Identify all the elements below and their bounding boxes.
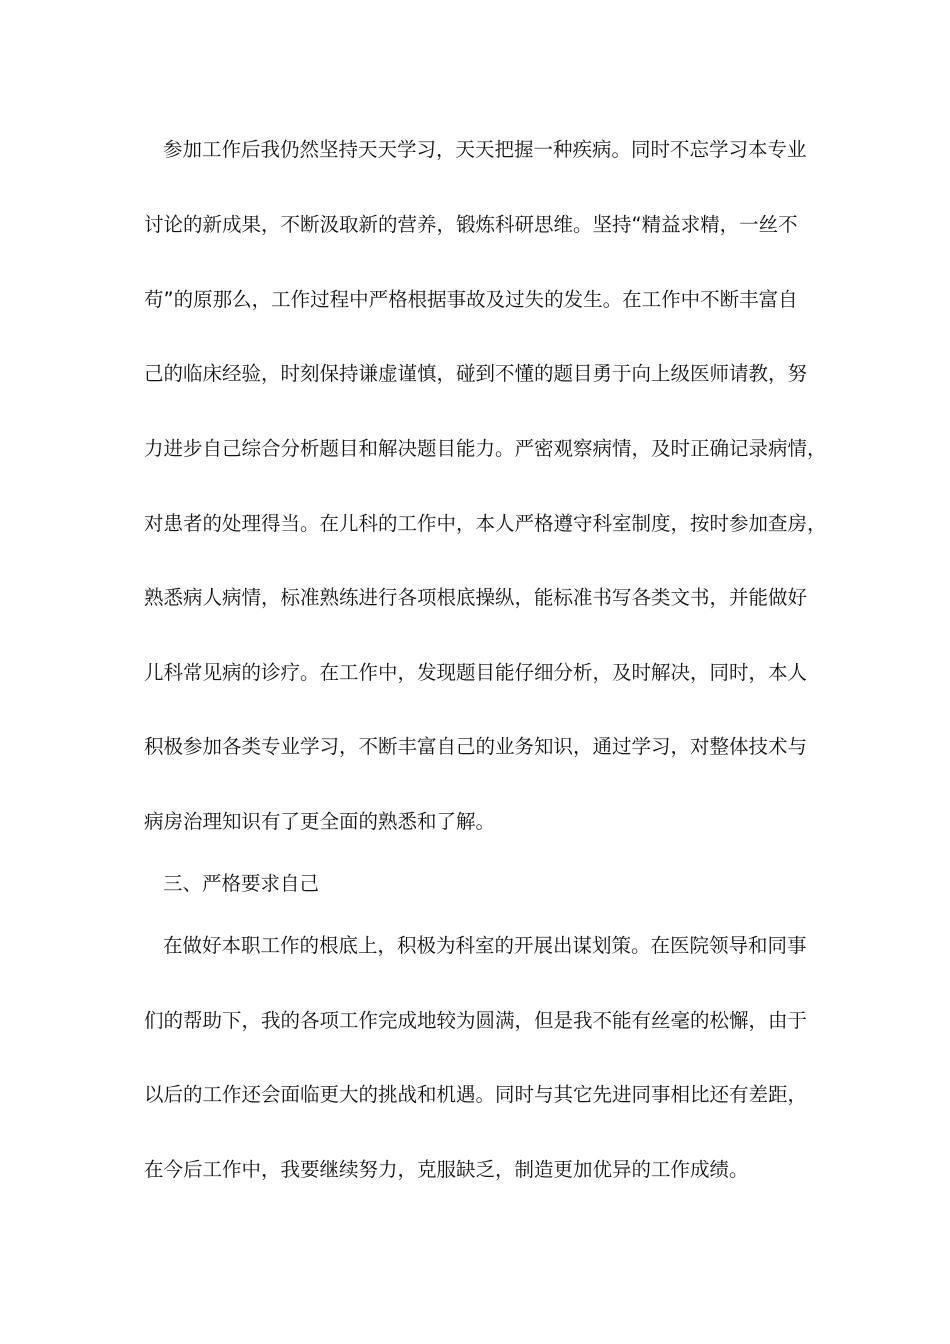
paragraph-line: 在做好本职工作的根底上，积极为科室的开展出谋划策。在医院领导和同事 <box>163 934 807 957</box>
paragraph-line: 苟”的原那么，工作过程中严格根据事故及过失的发生。在工作中不断丰富自 <box>144 288 798 311</box>
paragraph-line: 讨论的新成果，不断汲取新的营养，锻炼科研思维。坚持“精益求精，一丝不 <box>144 213 798 236</box>
paragraph-line: 们的帮助下，我的各项工作完成地较为圆满，但是我不能有丝毫的松懈，由于 <box>144 1009 808 1032</box>
paragraph-line: 对患者的处理得当。在儿科的工作中，本人严格遵守科室制度，按时参加查房， <box>144 512 827 535</box>
paragraph-line: 力进步自己综合分析题目和解决题目能力。严密观察病情，及时正确记录病情， <box>144 437 827 460</box>
paragraph-line: 以后的工作还会面临更大的挑战和机遇。同时与其它先进同事相比还有差距， <box>144 1083 808 1106</box>
paragraph-line: 病房治理知识有了更全面的熟悉和了解。 <box>144 810 496 833</box>
paragraph-line: 己的临床经验，时刻保持谦虚谨慎，碰到不懂的题目勇于向上级医师请教，努 <box>144 362 808 385</box>
paragraph-line: 熟悉病人病情，标准熟练进行各项根底操纵，能标准书写各类文书，并能做好 <box>144 586 808 609</box>
paragraph-line: 积极参加各类专业学习，不断丰富自己的业务知识，通过学习，对整体技术与 <box>144 735 808 758</box>
paragraph-line: 在今后工作中，我要继续努力，克服缺乏，制造更加优异的工作成绩。 <box>144 1158 749 1181</box>
paragraph-line: 儿科常见病的诊疗。在工作中，发现题目能仔细分析，及时解决，同时，本人 <box>144 661 808 684</box>
paragraph-line: 参加工作后我仍然坚持天天学习，天天把握一种疾病。同时不忘学习本专业 <box>163 138 807 161</box>
section-heading: 三、严格要求自己 <box>163 872 320 895</box>
